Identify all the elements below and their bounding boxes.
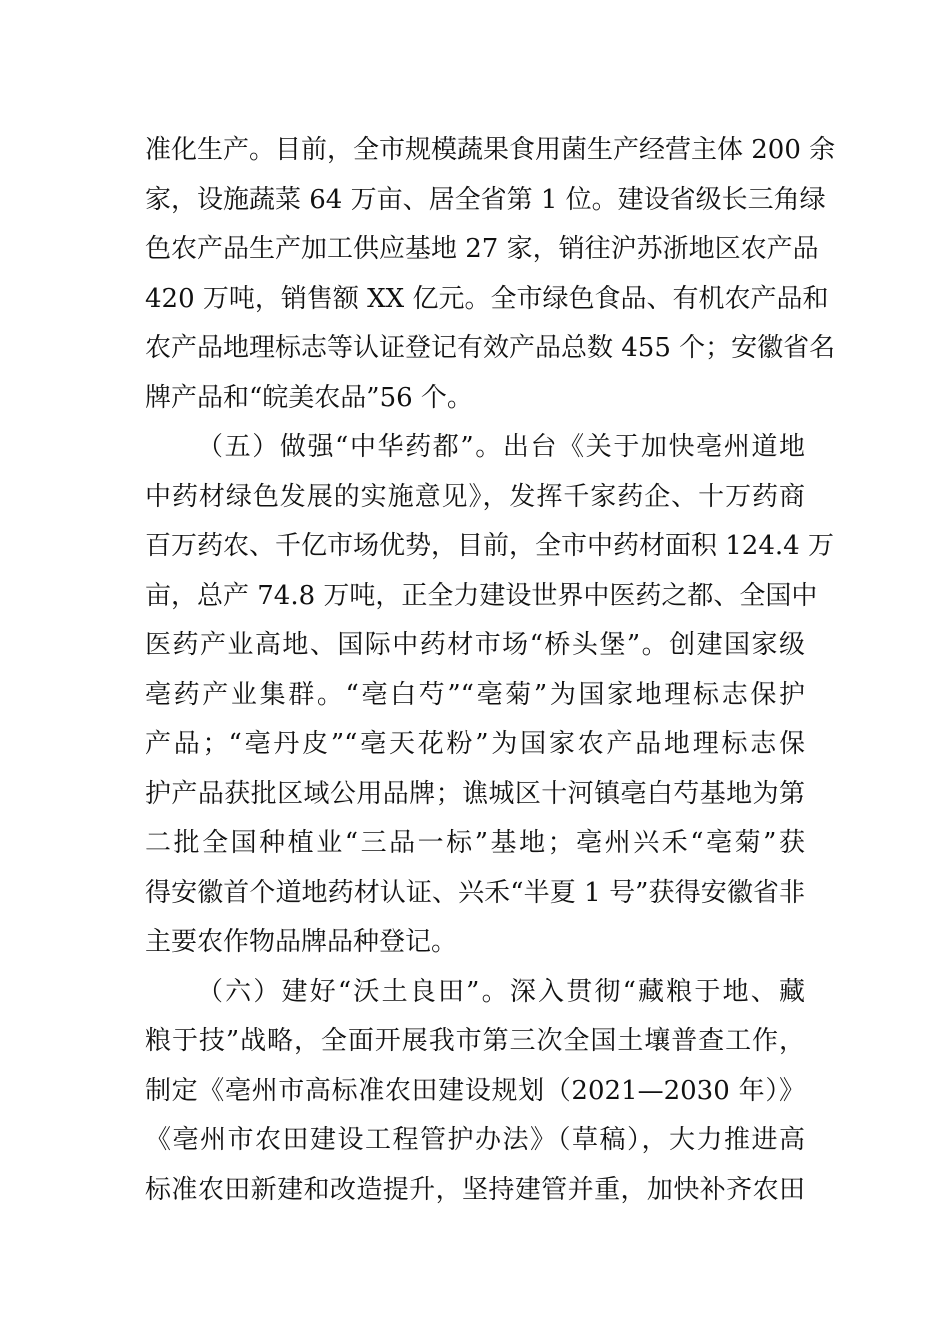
text-line: 农产品地理标志等认证登记有效产品总数 455 个；安徽省名 [145,333,836,363]
text-line: 百万药农、千亿市场优势，目前，全市中药材面积 124.4 万 [145,531,834,561]
document-page [145,126,836,1215]
paragraph-medicine-capital [145,423,834,968]
text-line: 粮于技”战略，全面开展我市第三次全国土壤普查工作， [145,1026,805,1056]
text-line: （五）做强“中华药都”。出台《关于加快亳州道地 [197,432,805,462]
text-line: 制定《亳州市高标准农田建设规划（2021—2030 年）》 [145,1075,805,1106]
text-line: 得安徽首个道地药材认证、兴禾“半夏 1 号”获得安徽省非 [145,877,805,908]
text-line: 家，设施蔬菜 64 万亩、居全省第 1 位。建设省级长三角绿 [145,184,826,215]
text-line: 《亳州市农田建设工程管护办法》（草稿），大力推进高 [145,1125,805,1155]
text-line: 医药产业高地、国际中药材市场“桥头堡”。创建国家级 [145,630,805,660]
text-line: 准化生产。目前，全市规模蔬果食用菌生产经营主体 200 余 [145,135,836,165]
text-line: 色农产品生产加工供应基地 27 家，销往沪苏浙地区农产品 [145,234,819,264]
text-line: 亳药产业集群。“亳白芍”“亳菊”为国家地理标志保护 [145,679,805,710]
text-line: 二批全国种植业“三品一标”基地；亳州兴禾“亳菊”获 [145,828,805,858]
text-line: 标准农田新建和改造提升，坚持建管并重，加快补齐农田 [145,1174,805,1205]
text-line: （六）建好“沃土良田”。深入贯彻“藏粮于地、藏 [197,976,805,1007]
text-line: 主要农作物品牌品种登记。 [145,927,458,957]
paragraph-vegetables [145,126,836,423]
paragraph-fertile-farmland [145,968,805,1216]
text-line: 产品；“亳丹皮”“亳天花粉”为国家农产品地理标志保 [145,729,805,759]
text-line: 护产品获批区域公用品牌；谯城区十河镇亳白芍基地为第 [145,778,805,809]
text-line: 420 万吨，销售额 XX 亿元。全市绿色食品、有机农产品和 [145,283,829,314]
text-line: 牌产品和“皖美农品”56 个。 [145,382,473,413]
text-line: 亩，总产 74.8 万吨，正全力建设世界中医药之都、全国中 [145,580,818,611]
text-line: 中药材绿色发展的实施意见》，发挥千家药企、十万药商 [145,481,805,512]
